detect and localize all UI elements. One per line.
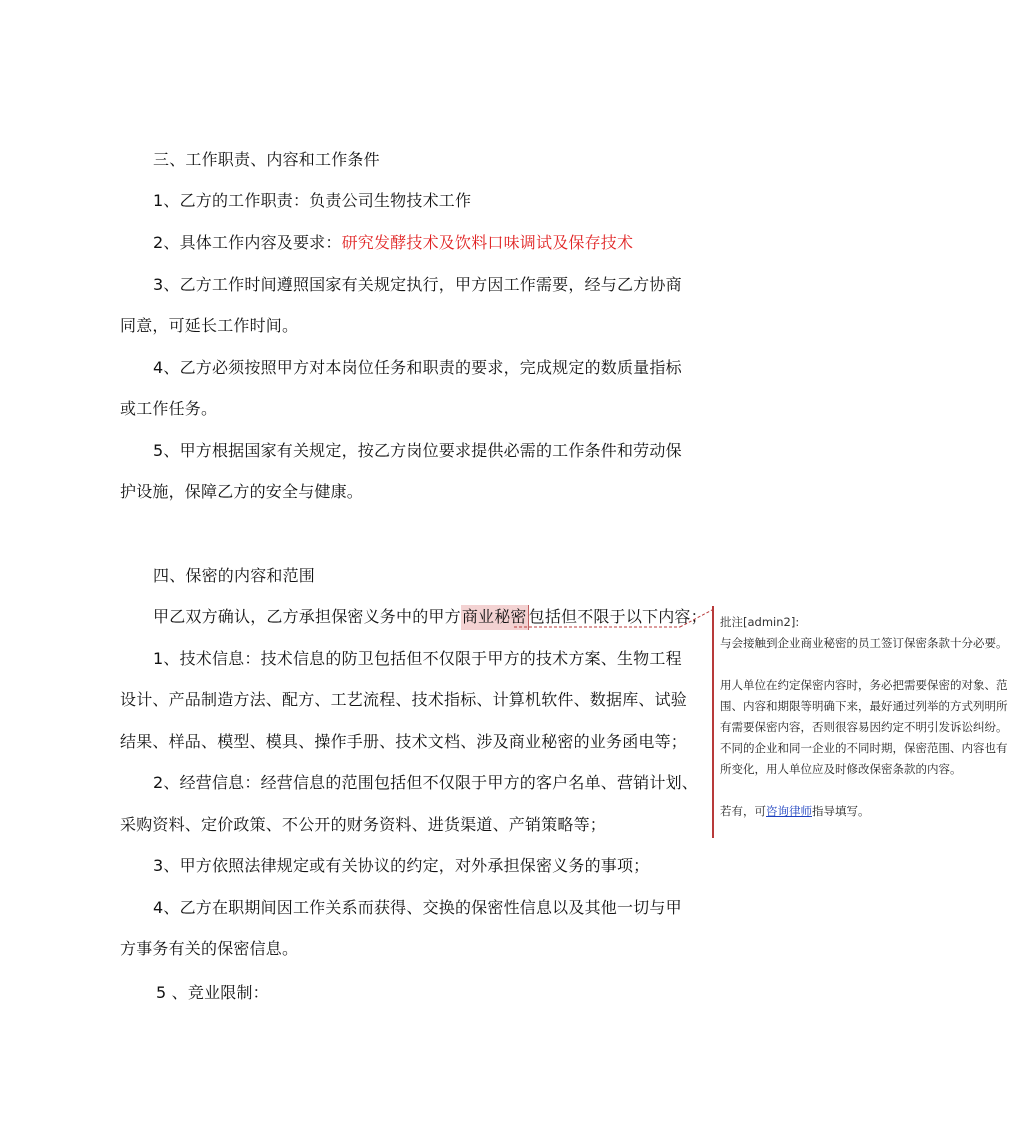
section3-item5-line2: 护设施，保障乙方的安全与健康。 (120, 482, 364, 501)
comment-balloon[interactable] (720, 612, 1020, 822)
section4-item2-line2: 采购资料、定价政策、不公开的财务资料、进货渠道、产销策略等； (120, 815, 607, 834)
section4-item1-line2: 设计、产品制造方法、配方、工艺流程、技术指标、计算机软件、数据库、试验 (120, 690, 688, 709)
section3-heading: 三、工作职责、内容和工作条件 (153, 150, 380, 169)
section3-item4-line2: 或工作任务。 (120, 399, 218, 418)
section4-item5: 5 、竞业限制： (156, 983, 269, 1002)
section4-heading: 四、保密的内容和范围 (153, 566, 316, 585)
section3-item3-line2: 同意，可延长工作时间。 (120, 316, 299, 335)
consult-lawyer-link[interactable]: 咨询律师 (766, 804, 812, 818)
comment-line: 不同的企业和同一企业的不同时期，保密范围、内容也有 (720, 741, 1008, 755)
comment-line: 与会接触到企业商业秘密的员工签订保密条款十分必要。 (720, 636, 1008, 650)
comment-line (720, 801, 1020, 822)
section4-intro-before: 甲乙双方确认，乙方承担保密义务中的甲方 (153, 607, 461, 626)
section4-item2-line1: 2、经营信息：经营信息的范围包括但不仅限于甲方的客户名单、营销计划、 (153, 773, 698, 792)
section3-item3-line1: 3、乙方工作时间遵照国家有关规定执行，甲方因工作需要，经与乙方协商 (153, 275, 682, 294)
comment-text: 若有，可 (720, 804, 766, 818)
section3-item2-highlight: 研究发酵技术及饮料口味调试及保存技术 (341, 233, 634, 252)
section4-item3: 3、甲方依照法律规定或有关协议的约定，对外承担保密义务的事项； (153, 856, 650, 875)
comment-marker-bar (712, 606, 714, 838)
commented-text-trade-secret[interactable]: 商业秘密 (461, 605, 529, 630)
comment-line: 有需要保密内容，否则很容易因约定不明引发诉讼纠纷。 (720, 720, 1008, 734)
section4-item1-line1: 1、技术信息：技术信息的防卫包括但不仅限于甲方的技术方案、生物工程 (153, 649, 682, 668)
comment-line: 所变化，用人单位应及时修改保密条款的内容。 (720, 762, 962, 776)
section4-intro-after: 包括但不限于以下内容； (528, 607, 707, 626)
comment-author-header: 批注[admin2]: (720, 615, 800, 629)
comment-line: 用人单位在约定保密内容时，务必把需要保密的对象、范 (720, 678, 1008, 692)
section3-item5-line1: 5、甲方根据国家有关规定，按乙方岗位要求提供必需的工作条件和劳动保 (153, 441, 682, 460)
section3-item2-prefix: 2、具体工作内容及要求： (153, 233, 342, 252)
comment-line: 围、内容和期限等明确下来，最好通过列举的方式列明所 (720, 699, 1008, 713)
comment-text: 指导填写。 (812, 804, 870, 818)
section4-item4-line1: 4、乙方在职期间因工作关系而获得、交换的保密性信息以及其他一切与甲 (153, 898, 682, 917)
section4-item1-line3: 结果、样品、模型、模具、操作手册、技术文档、涉及商业秘密的业务函电等； (120, 732, 688, 751)
section4-item4-line2: 方事务有关的保密信息。 (120, 939, 299, 958)
section3-item1: 1、乙方的工作职责：负责公司生物技术工作 (153, 191, 472, 210)
section3-item4-line1: 4、乙方必须按照甲方对本岗位任务和职责的要求，完成规定的数质量指标 (153, 358, 682, 377)
